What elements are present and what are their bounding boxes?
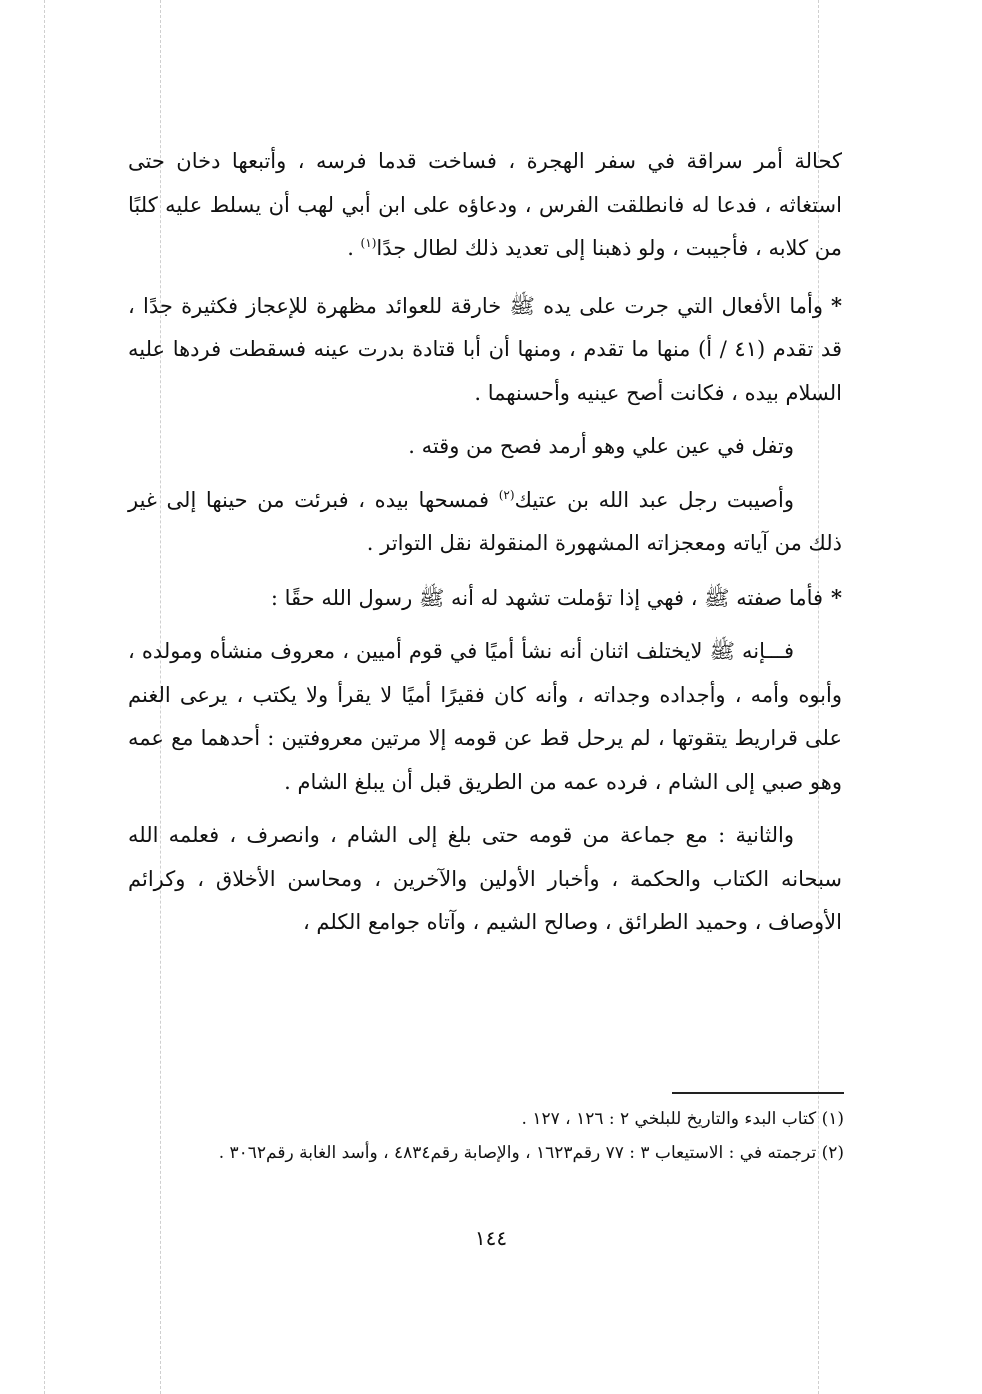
paragraph-text: فمسحها بيده ، فبرئت من حينها إلى غير ذلك من آياته ومعجزاته المشهورة المنقولة نقل التواتر .	[128, 487, 842, 555]
paragraph	[128, 425, 842, 469]
footnote-item: (١) كتاب البدء والتاريخ للبلخي ٢ : ١٢٦ ، ١٢٧ .	[521, 1109, 844, 1129]
paragraph	[128, 814, 842, 945]
footnote-item: (٢) ترجمته في : الاستيعاب ٣ : ٧٧ رقم١٦٢٣ ، والإصابة رقم٤٨٣٤ ، وأسد الغابة رقم٣٠٦٢ .	[218, 1143, 844, 1163]
paragraph-text: فأما صفته ﷺ ، فهي إذا تؤملت تشهد له أنه ﷺ رسول الله حقًا :	[270, 585, 824, 610]
footnote-divider	[672, 1092, 844, 1094]
paragraph-text: وأما الأفعال التي جرت على يده ﷺ خارقة للعوائد مظهرة للإعجاز فكثيرة جدًا ، قد تقدم (٤١ / أ) منها ما تقدم ، ومنها أن أبا قتادة بدرت عينه فسقطت فردها عليه السلام بيده ، فكانت أصح عينيه وأحسنهما .	[128, 293, 842, 405]
paragraph	[128, 576, 842, 621]
asterisk-marker: *	[831, 292, 842, 318]
asterisk-marker: *	[831, 584, 842, 610]
scan-guide-line	[44, 0, 45, 1394]
main-text	[128, 140, 842, 955]
paragraph	[128, 479, 842, 566]
paragraph	[128, 140, 842, 271]
footnote-ref: (١)	[360, 236, 377, 250]
page-number: ١٤٤	[474, 1226, 508, 1250]
paragraph-text: فـــإنه ﷺ لايختلف اثنان أنه نشأ أميًا في قوم أميين ، معروف منشأه ومولده ، وأبوه وأمه ، وأجداده وجداته ، وأنه كان فقيرًا أميًا لا يقرأ ولا يكتب ، يرعى الغنم على قراريط يتقوتها ، لم يرحل قط عن قومه إلا مرتين معروفتين : أحدهما مع عمه وهو صبي إلى الشام ، فرده عمه من الطريق قبل أن يبلغ الشام .	[128, 639, 842, 794]
footnotes	[140, 1102, 844, 1170]
footnote-ref: (٢)	[498, 487, 515, 502]
paragraph	[128, 284, 842, 416]
paragraph-text: وتفل في عين علي وهو أرمد فصح من وقته .	[408, 434, 794, 458]
paragraph	[128, 630, 842, 804]
paragraph-text: كحالة أمر سراقة في سفر الهجرة ، فساخت قدما فرسه ، وأتبعها دخان حتى استغاثه ، فدعا له فانطلقت الفرس ، ودعاؤه على ابن أبي لهب أن يسلط عليه كلبًا من كلابه ، فأجيبت ، ولو ذهبنا إلى تعديد ذلك لطال جدًا	[128, 149, 842, 260]
paragraph-end: .	[347, 236, 361, 260]
paragraph-text: والثانية : مع جماعة من قومه حتى بلغ إلى الشام ، وانصرف ، فعلمه الله سبحانه الكتاب والحكمة ، وأخبار الأولين والآخرين ، ومحاسن الأخلاق ، وكرائم الأوصاف ، وحميد الطرائق ، وصالح الشيم ، وآتاه جوامع الكلم ،	[128, 823, 842, 934]
paragraph-text: وأصيبت رجل عبد الله بن عتيك	[514, 487, 794, 512]
